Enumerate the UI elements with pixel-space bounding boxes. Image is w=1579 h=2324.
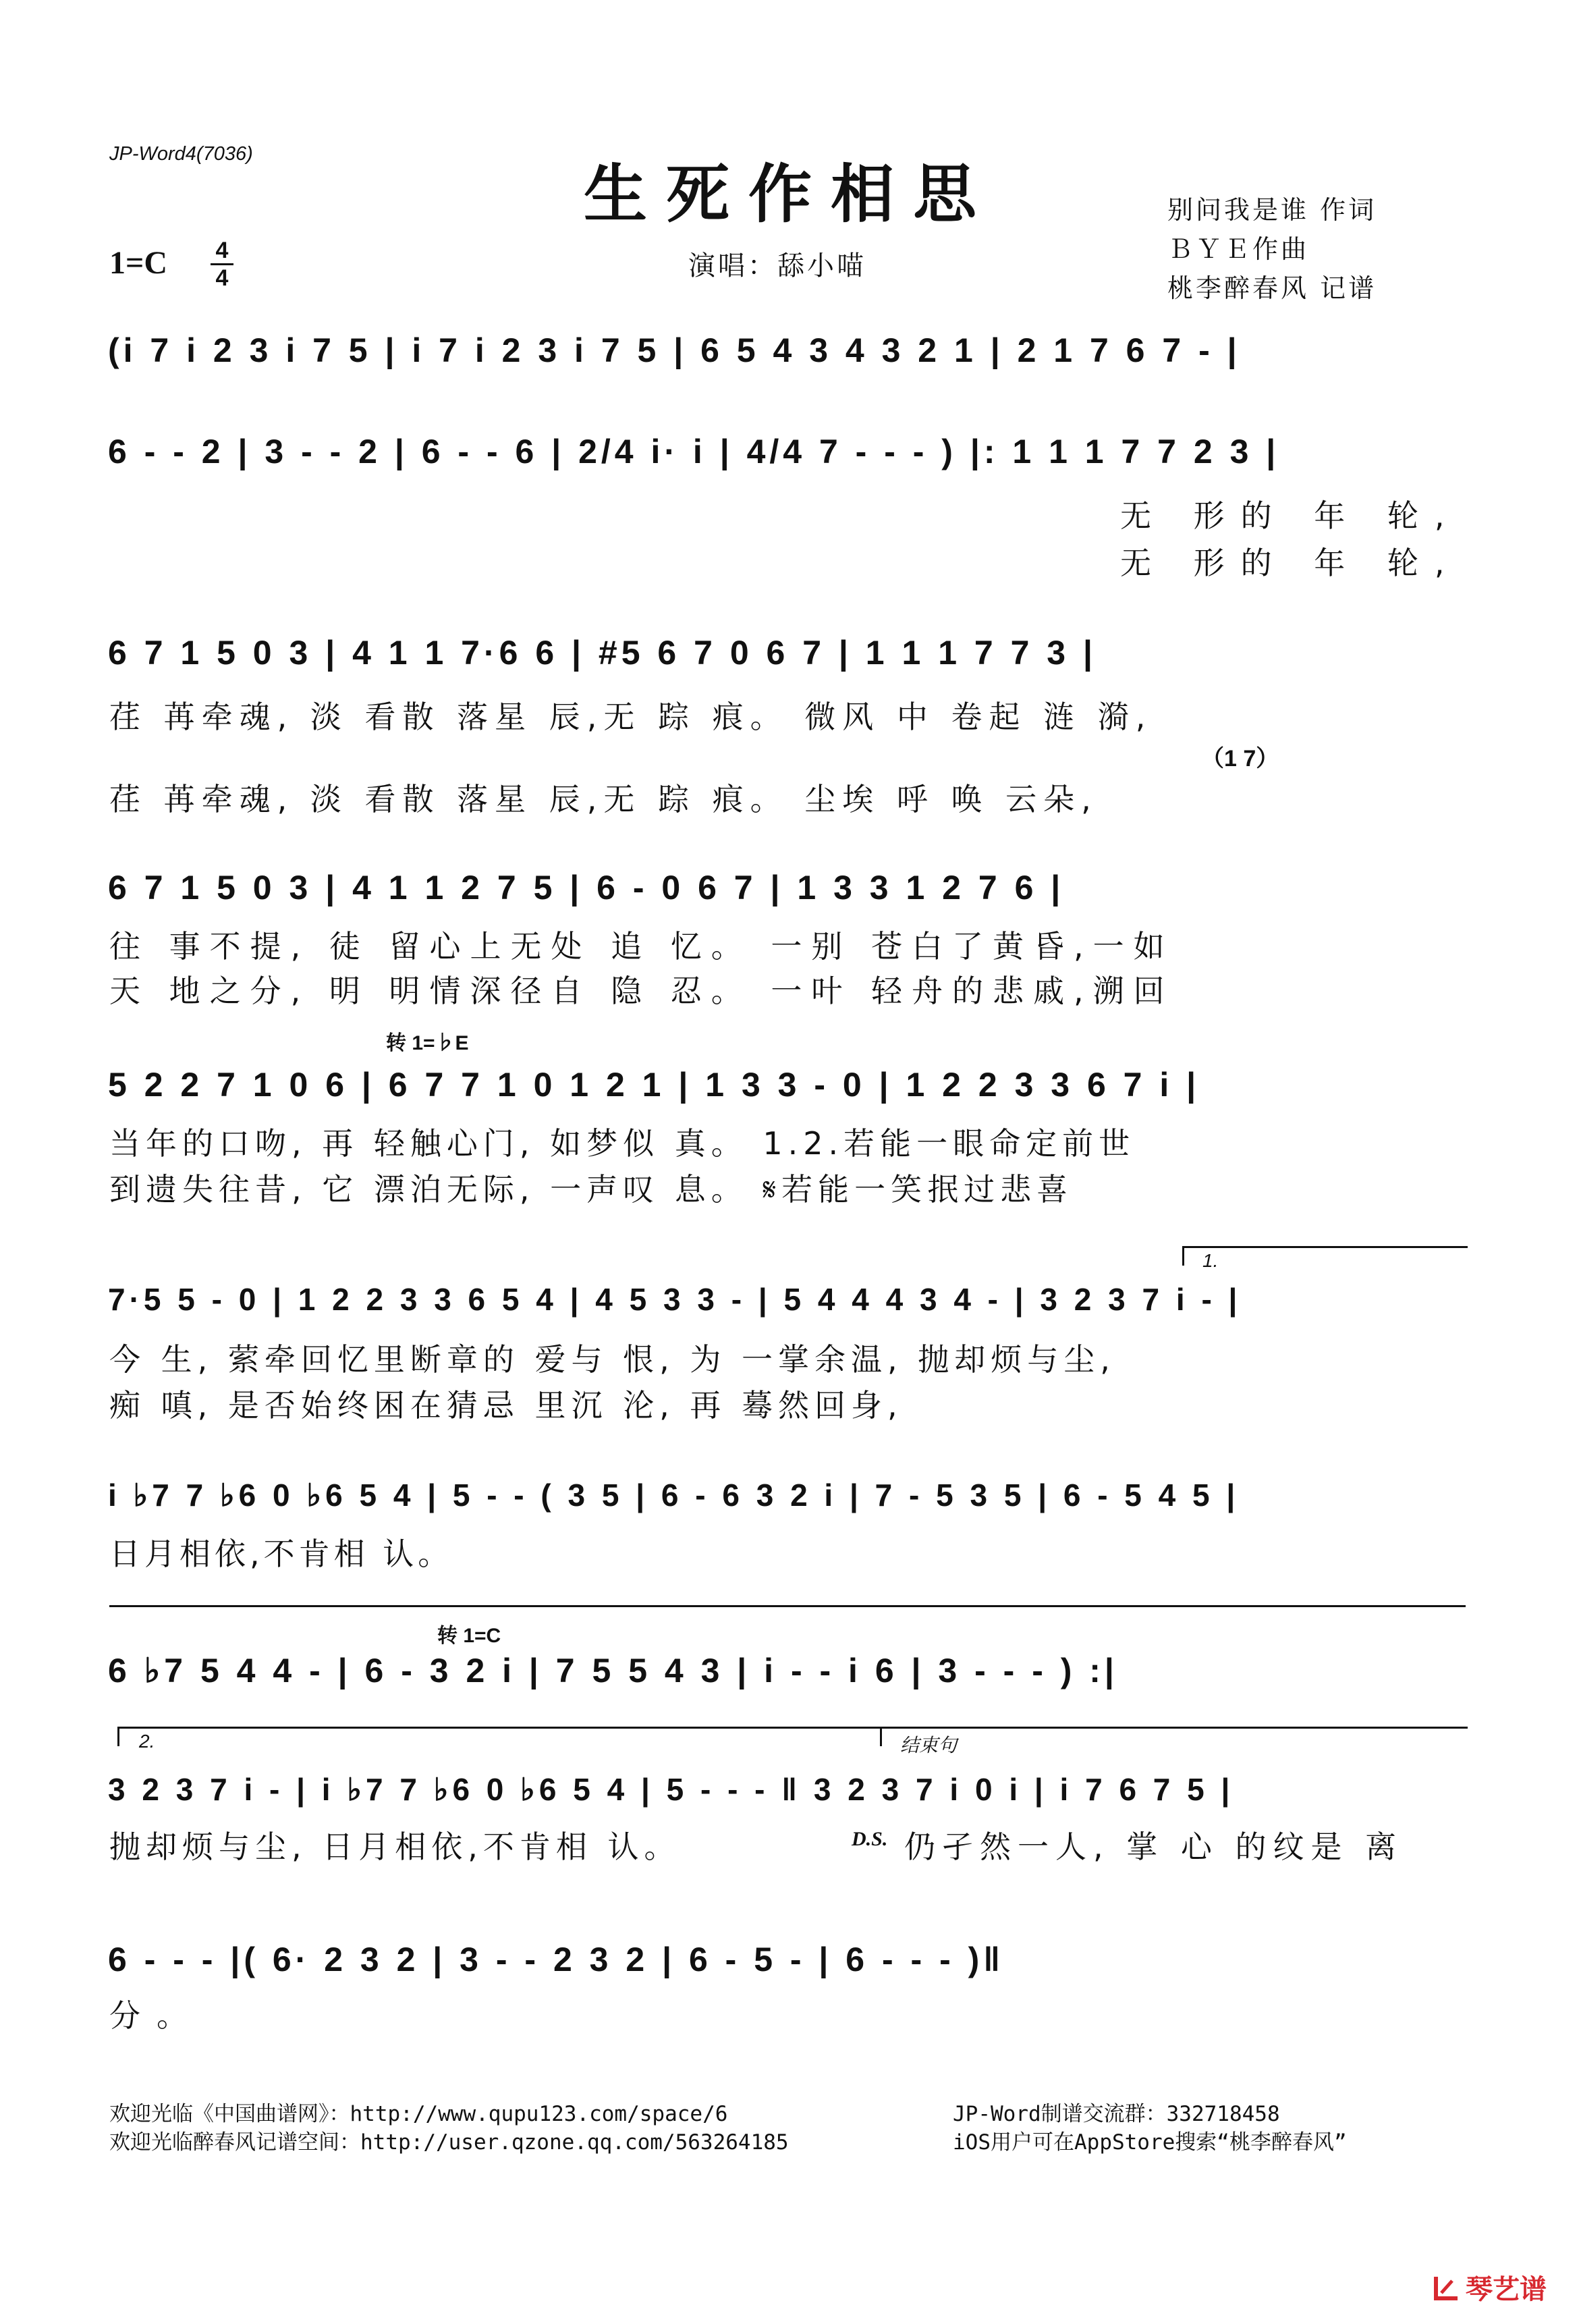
transcriber-credit: 桃李醉春风 记谱 [1167, 273, 1377, 303]
alternate-notes: （1 7） [1201, 746, 1279, 772]
notation-line-3: 6 7 1 5 0 3 | 4 1 1 7·6 6 | #5 6 7 0 6 7 | 1 1 1 7 7 3 | [108, 634, 1097, 672]
watermark-text: 琴艺谱 [1466, 2274, 1547, 2305]
meter-bottom: 4 [215, 265, 229, 291]
notation-line-4: 6 7 1 5 0 3 | 4 1 1 2 7 5 | 6 - 0 6 7 | 1 3 3 1 2 7 6 | [108, 869, 1065, 907]
notation-line-9: 3 2 3 7 i - | i ♭7 7 ♭6 0 ♭6 5 4 | 5 - - - ‖ 3 2 3 7 i 0 i | i 7 6 7 5 | [108, 1772, 1234, 1807]
lyric-line: 日月相依,不肯相 认。 [109, 1536, 453, 1572]
volta-bracket-1 [1182, 1246, 1468, 1266]
footer-link-qupu[interactable]: 欢迎光临《中国曲谱网》：http://www.qupu123.com/space/6 [109, 2102, 728, 2126]
lyric-line: 往 事不提, 徒 留心上无处 追 忆。 一别 苍白了黄昏,一如 [109, 928, 1174, 965]
notation-line-7: i ♭7 7 ♭6 0 ♭6 5 4 | 5 - - ( 3 5 | 6 - 6 3 2 i | 7 - 5 3 5 | 6 - 5 4 5 | [108, 1478, 1240, 1513]
lyric-line: 荏 苒牵魂, 淡 看散 落星 辰,无 踪 痕。 尘埃 呼 唤 云朵, [109, 781, 1098, 817]
key-signature: 1=C [109, 245, 168, 281]
footer-link-qzone[interactable]: 欢迎光临醉春风记谱空间：http://user.qzone.qq.com/563264185 [109, 2130, 789, 2155]
page-title: 生死作相思 [583, 157, 995, 232]
meter-top: 4 [215, 238, 229, 263]
watermark-logo-icon [1432, 2273, 1462, 2302]
notation-line-8: 6 ♭7 5 4 4 - | 6 - 3 2 i | 7 5 5 4 3 | i - - i 6 | 3 - - - ) :| [108, 1652, 1118, 1690]
modulation-marker: 转 1=C [437, 1625, 501, 1647]
dal-segno-marker: D.S. [852, 1828, 888, 1850]
time-signature [211, 239, 233, 290]
lyric-line: 当年的口吻, 再 轻触心门, 如梦似 真。 1.2.若能一眼命定前世 [109, 1125, 1136, 1162]
lyric-line: 抛却烦与尘, 日月相依,不肯相 认。 [109, 1829, 681, 1865]
credits [1167, 190, 1464, 308]
lyric-line: 分。 [109, 1997, 204, 2034]
lyric-line: 无 形的 年 轮, [1120, 545, 1461, 581]
notation-line-6: 7·5 5 - 0 | 1 2 2 3 3 6 5 4 | 4 5 3 3 - | 5 4 4 4 3 4 - | 3 2 3 7 i - | [108, 1282, 1242, 1317]
composer-credit: ＢＹＥ作曲 [1167, 234, 1310, 264]
notation-line-10: 6 - - - |( 6· 2 3 2 | 3 - - 2 3 2 | 6 - 5 - | 6 - - - )‖ [108, 1941, 1005, 1978]
repeat-bracket [109, 1605, 1466, 1607]
lyricist-credit: 别问我是谁 作词 [1167, 195, 1377, 225]
volta-bracket-2 [117, 1727, 882, 1746]
lyric-line: 天 地之分, 明 明情深径自 隐 忍。 一叶 轻舟的悲戚,溯回 [109, 973, 1174, 1009]
ending-bracket [880, 1727, 1468, 1746]
lyric-line: 荏 苒牵魂, 淡 看散 落星 辰,无 踪 痕。 微风 中 卷起 涟 漪, [109, 699, 1153, 735]
volta-number: 1. [1202, 1250, 1219, 1271]
lyric-line: 无 形的 年 轮, [1120, 497, 1461, 534]
notation-line-5: 5 2 2 7 1 0 6 | 6 7 7 1 0 1 2 1 | 1 3 3 - 0 | 1 2 2 3 3 6 7 i | [108, 1066, 1200, 1104]
notation-line-2: 6 - - 2 | 3 - - 2 | 6 - - 6 | 2/4 i· i | 4/4 7 - - - ) |: 1 1 1 7 7 2 3 | [108, 433, 1280, 470]
footer-ios-info: iOS用户可在AppStore搜索“桃李醉春风” [953, 2130, 1347, 2155]
singer: 演唱：舔小喵 [688, 250, 866, 281]
lyric-line: 仍孑然一人, 掌 心 的纹是 离 [904, 1829, 1404, 1865]
lyric-line: 痴 嗔, 是否始终困在猜忌 里沉 沦, 再 蓦然回身, [109, 1387, 903, 1424]
watermark [1432, 2268, 1547, 2306]
modulation-marker: 转 1=♭E [386, 1032, 469, 1054]
lyric-line: 今 生, 萦牵回忆里断章的 爱与 恨, 为 一掌余温, 抛却烦与尘, [109, 1341, 1115, 1378]
volta-number: 2. [139, 1731, 155, 1752]
lyric-line: 到遗失往昔, 它 漂泊无际, 一声叹 息。 𝄋若能一笑抿过悲喜 [109, 1171, 1074, 1208]
software-label: JP-Word4(7036) [109, 143, 253, 165]
footer-group-info: JP-Word制谱交流群：332718458 [953, 2102, 1280, 2126]
ending-label: 结束句 [900, 1735, 958, 1756]
notation-line-1: (i 7 i 2 3 i 7 5 | i 7 i 2 3 i 7 5 | 6 5 4 3 4 3 2 1 | 2 1 7 6 7 - | [108, 331, 1241, 369]
